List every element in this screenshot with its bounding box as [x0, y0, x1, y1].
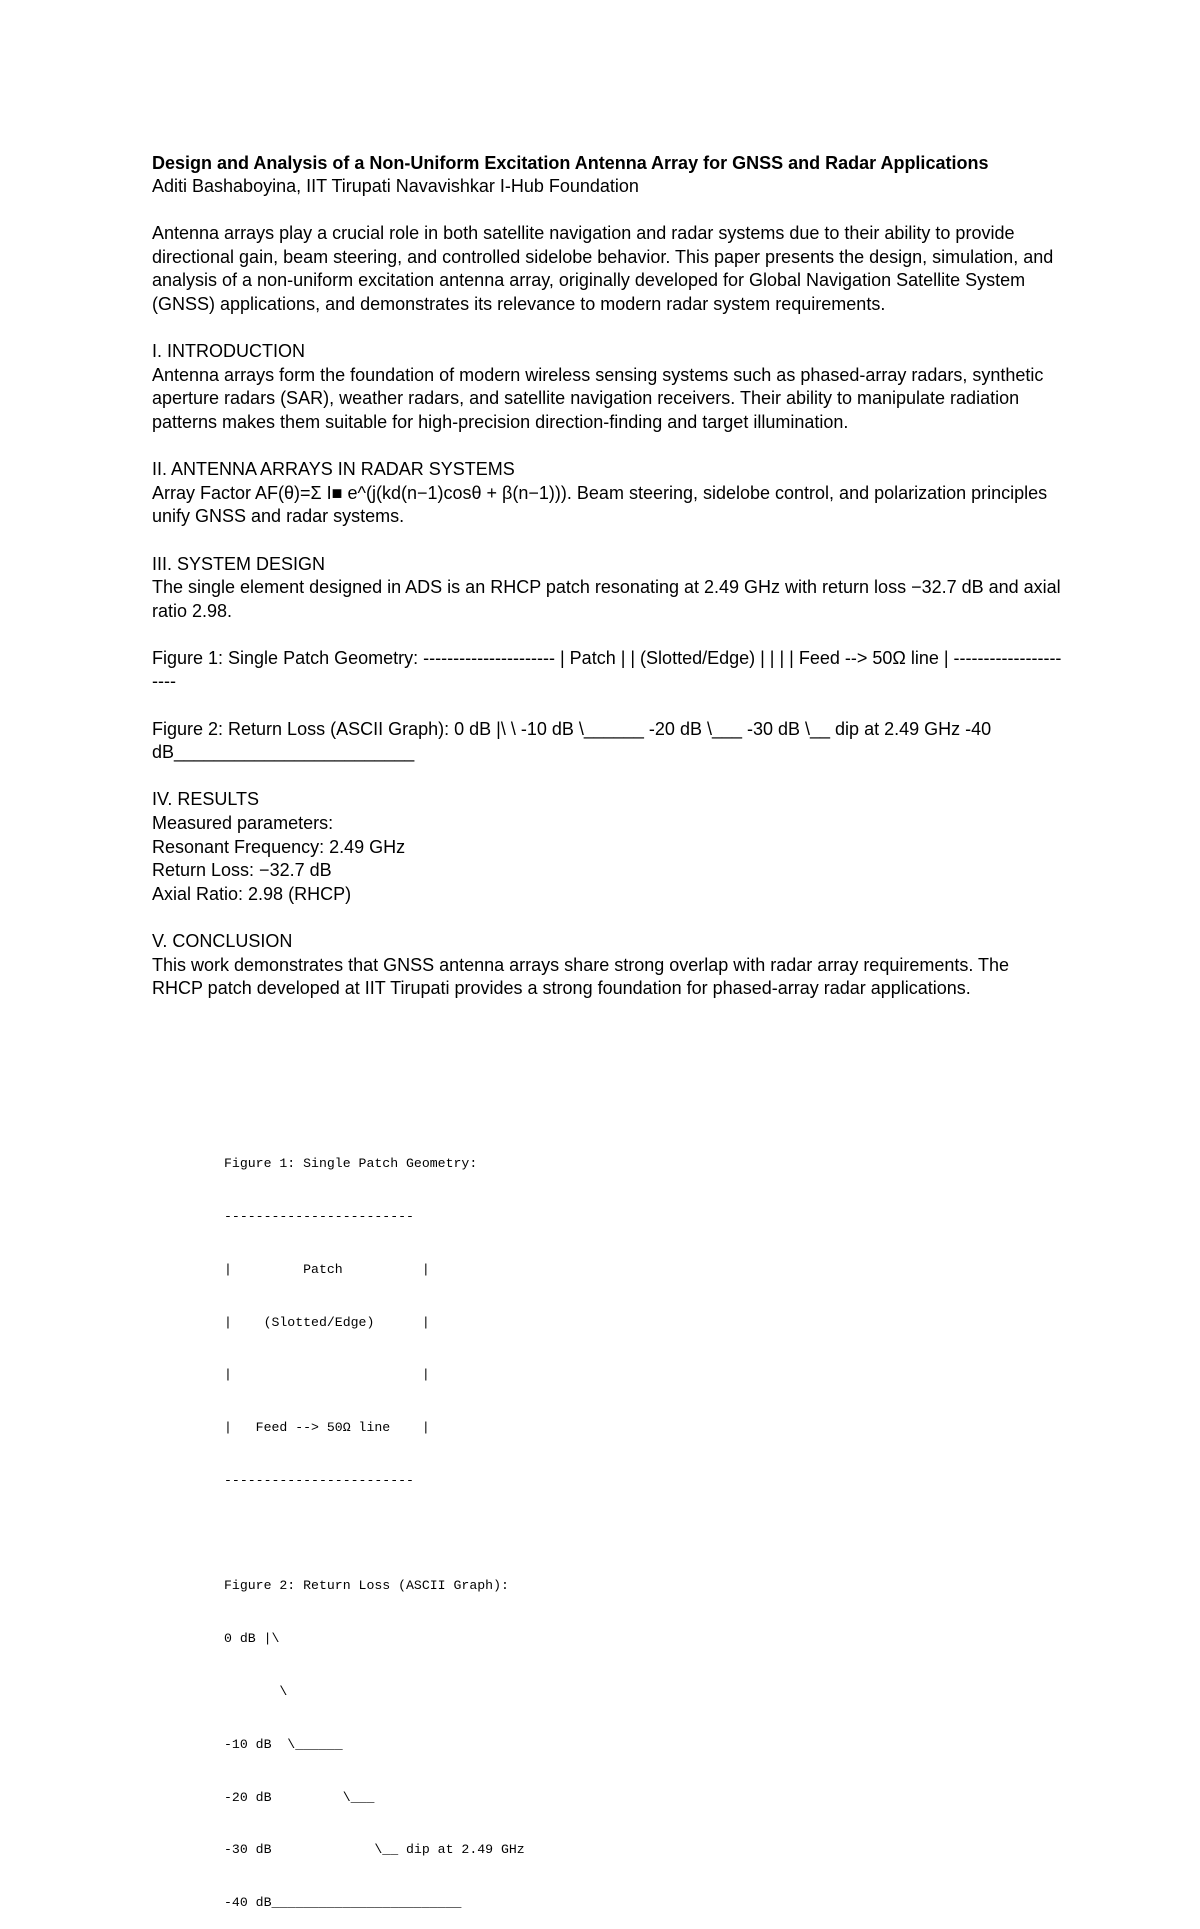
- ascii-line: ------------------------: [224, 1208, 414, 1224]
- author-line: Aditi Bashaboyina, IIT Tirupati Navavishkar I-Hub Foundation: [152, 176, 639, 196]
- spacer: [152, 435, 1062, 459]
- ascii-line: | Feed --> 50Ω line |: [224, 1420, 430, 1436]
- abstract-paragraph: Antenna arrays play a crucial role in both satellite navigation and radar systems due to their ability to provide directional gain, beam steering, and controlled sidelobe behavior. This paper presents the design, simulation, and analysis of a non-uniform excitation antenna array, originally developed for Global Navigation Satellite System (GNSS) applications, and demonstrates its relevance to modern radar system requirements.: [152, 223, 1054, 314]
- figure2-inline-text: Figure 2: Return Loss (ASCII Graph): 0 dB |\ \ -10 dB \______ -20 dB \___ -30 dB \__ dip at 2.49 GHz -40 dB________________________: [152, 718, 992, 763]
- spacer: [152, 199, 1062, 223]
- spacer: [152, 694, 1062, 718]
- ascii-line: | Patch |: [224, 1261, 430, 1277]
- introduction-paragraph: Antenna arrays form the foundation of modern wireless sensing systems such as phased-array radars, synthetic aperture radars (SAR), weather radars, and satellite navigation receivers. Their ability to manipulate radiation patterns makes them suitable for high-precision direction-finding and target illumination.: [152, 364, 1044, 432]
- ascii-line: Figure 1: Single Patch Geometry:: [224, 1156, 478, 1172]
- conclusion-paragraph: This work demonstrates that GNSS antenna arrays share strong overlap with radar array requirements. The RHCP patch developed at IIT Tirupati provides a strong foundation for phased-array radar applications.: [152, 954, 1010, 999]
- radar-paragraph: Array Factor AF(θ)=Σ I■ e^(j(kd(n−1)cosθ + β(n−1))). Beam steering, sidelobe control, and polarization principles unify GNSS and radar systems.: [152, 482, 1048, 527]
- ascii-line: -20 dB \___: [224, 1789, 375, 1805]
- spacer: [152, 317, 1062, 341]
- ascii-line: -30 dB \__ dip at 2.49 GHz: [224, 1842, 525, 1858]
- ascii-line: Figure 2: Return Loss (ASCII Graph):: [224, 1578, 509, 1594]
- spacer: [152, 765, 1062, 789]
- paper-body: [152, 151, 1062, 1001]
- results-line: Axial Ratio: 2.98 (RHCP): [152, 883, 352, 904]
- ascii-line: [224, 1525, 525, 1543]
- spacer: [152, 623, 1062, 647]
- section-heading-radar: II. ANTENNA ARRAYS IN RADAR SYSTEMS: [152, 459, 515, 480]
- section-heading-introduction: I. INTRODUCTION: [152, 341, 305, 362]
- ascii-line: ------------------------: [224, 1472, 414, 1488]
- ascii-line: 0 dB |\: [224, 1631, 280, 1647]
- results-line: Resonant Frequency: 2.49 GHz: [152, 836, 406, 857]
- results-line: Return Loss: −32.7 dB: [152, 860, 332, 881]
- ascii-line: \: [224, 1684, 288, 1699]
- section-heading-results: IV. RESULTS: [152, 789, 260, 810]
- section-heading-conclusion: V. CONCLUSION: [152, 931, 293, 951]
- results-line: Measured parameters:: [152, 813, 334, 834]
- ascii-line: -40 dB________________________: [224, 1895, 462, 1911]
- ascii-line: | |: [224, 1367, 430, 1383]
- ascii-line: -10 dB \______: [224, 1736, 343, 1752]
- section-heading-design: III. SYSTEM DESIGN: [152, 553, 326, 574]
- ascii-line: | (Slotted/Edge) |: [224, 1314, 430, 1330]
- spacer: [152, 529, 1062, 553]
- paper-title: Design and Analysis of a Non-Uniform Excitation Antenna Array for GNSS and Radar Applications: [152, 153, 989, 173]
- ascii-figures-block: [224, 1120, 525, 1929]
- figure1-inline-text: Figure 1: Single Patch Geometry: ---------------------- | Patch | | (Slotted/Edge) | | | | Feed --> 50Ω line | ----------------------: [152, 647, 1062, 692]
- design-paragraph: The single element designed in ADS is an RHCP patch resonating at 2.49 GHz with return loss −32.7 dB and axial ratio 2.98.: [152, 577, 1061, 621]
- spacer: [152, 906, 1062, 930]
